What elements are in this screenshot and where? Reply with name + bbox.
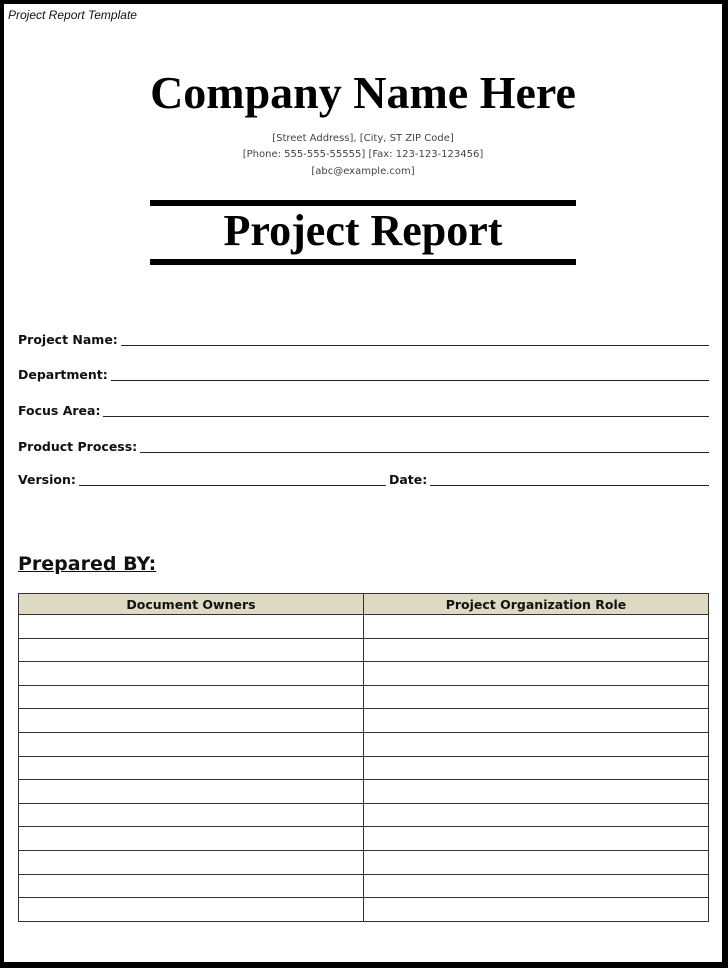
organization-role-column-header: Project Organization Role [364, 594, 709, 615]
document-owner-cell[interactable] [19, 850, 364, 874]
organization-role-cell[interactable] [364, 850, 709, 874]
organization-role-cell[interactable] [364, 827, 709, 851]
document-owner-cell[interactable] [19, 756, 364, 780]
organization-role-cell[interactable] [364, 615, 709, 639]
table-row [19, 803, 709, 827]
table-row [19, 615, 709, 639]
table-row [19, 756, 709, 780]
product-process-field[interactable] [18, 435, 709, 455]
table-row [19, 709, 709, 733]
table-row [19, 780, 709, 804]
table-row [19, 732, 709, 756]
table-row [19, 685, 709, 709]
document-owner-cell[interactable] [19, 732, 364, 756]
organization-role-cell[interactable] [364, 756, 709, 780]
version-input-line[interactable] [79, 484, 386, 486]
table-row [19, 874, 709, 898]
document-page [4, 4, 722, 962]
organization-role-cell[interactable] [364, 803, 709, 827]
address-line[interactable]: [Street Address], [City, ST ZIP Code] [272, 133, 454, 144]
product-process-label: Product Process: [18, 439, 138, 454]
focus-area-field[interactable] [18, 399, 709, 419]
table-row [19, 898, 709, 922]
project-name-input-line[interactable] [121, 344, 709, 346]
product-process-input-line[interactable] [140, 451, 709, 453]
email-line[interactable]: [abc@example.com] [311, 166, 415, 177]
department-field[interactable] [18, 363, 709, 383]
document-owners-table [18, 593, 709, 922]
table-row [19, 827, 709, 851]
version-label: Version: [18, 472, 76, 487]
organization-role-cell[interactable] [364, 780, 709, 804]
focus-area-input-line[interactable] [103, 415, 709, 417]
document-owner-cell[interactable] [19, 803, 364, 827]
document-label: Project Report Template [8, 8, 137, 22]
table-row [19, 662, 709, 686]
department-input-line[interactable] [111, 379, 709, 381]
document-owner-cell[interactable] [19, 709, 364, 733]
organization-role-cell[interactable] [364, 709, 709, 733]
table-row [19, 638, 709, 662]
document-owner-cell[interactable] [19, 615, 364, 639]
table-body [19, 615, 709, 922]
company-name[interactable]: Company Name Here [150, 67, 576, 118]
project-name-field[interactable] [18, 328, 709, 348]
organization-role-cell[interactable] [364, 662, 709, 686]
document-owner-cell[interactable] [19, 898, 364, 922]
document-owner-cell[interactable] [19, 780, 364, 804]
document-owner-cell[interactable] [19, 874, 364, 898]
table-header-row [19, 594, 709, 615]
title-bottom-rule [150, 259, 576, 265]
organization-role-cell[interactable] [364, 638, 709, 662]
document-owner-cell[interactable] [19, 827, 364, 851]
organization-role-cell[interactable] [364, 898, 709, 922]
date-input-line[interactable] [430, 484, 709, 486]
focus-area-label: Focus Area: [18, 403, 101, 418]
document-owner-cell[interactable] [19, 638, 364, 662]
table-row [19, 850, 709, 874]
document-owner-cell[interactable] [19, 685, 364, 709]
date-field[interactable] [389, 468, 709, 488]
organization-role-cell[interactable] [364, 685, 709, 709]
organization-role-cell[interactable] [364, 732, 709, 756]
document-owners-column-header: Document Owners [19, 594, 364, 615]
organization-role-cell[interactable] [364, 874, 709, 898]
version-field[interactable] [18, 468, 386, 488]
project-name-label: Project Name: [18, 332, 118, 347]
phone-fax-line[interactable]: [Phone: 555-555-55555] [Fax: 123-123-123456] [242, 149, 484, 160]
prepared-by-heading: Prepared BY: [18, 553, 157, 575]
document-owner-cell[interactable] [19, 662, 364, 686]
department-label: Department: [18, 367, 108, 382]
date-label: Date: [389, 472, 428, 487]
report-title: Project Report [223, 206, 503, 255]
